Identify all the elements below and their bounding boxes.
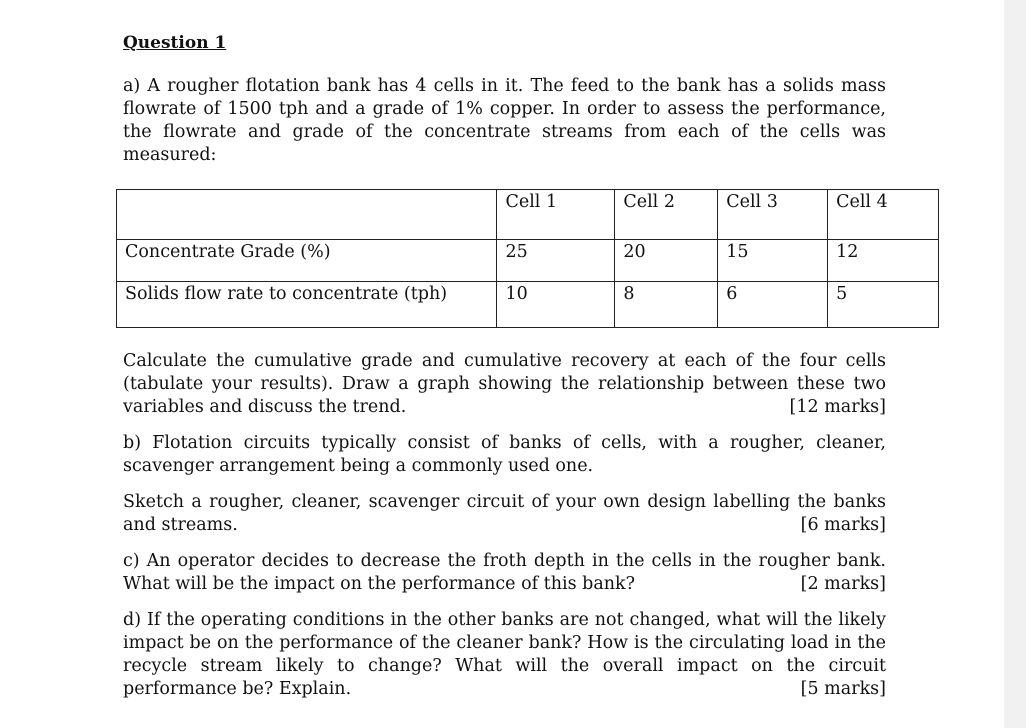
part-d-marks: [5 marks] bbox=[800, 679, 886, 699]
table-cell: 15 bbox=[718, 240, 828, 282]
table-cell: 10 bbox=[497, 282, 615, 328]
table-cell: 5 bbox=[828, 282, 939, 328]
part-a-intro: a) A rougher flotation bank has 4 cells in it. The feed to the bank has a solids mass flowrate of 1500 tph and a grade of 1% copper. In order to assess the performance, the flowrate and grade of the concentrate streams from each of the cells was measured: bbox=[123, 76, 886, 165]
table-header-cell: Cell 2 bbox=[615, 190, 718, 240]
part-b-intro: b) Flotation circuits typically consist of banks of cells, with a rougher, cleaner, scavenger arrangement being a commonly used one. bbox=[123, 433, 886, 476]
part-b-task bbox=[123, 491, 886, 537]
table-row bbox=[117, 282, 939, 328]
table-header-cell bbox=[117, 190, 497, 240]
part-c-text: c) An operator decides to decrease the froth depth in the cells in the rougher bank. What will be the impact on the performance of this bank? bbox=[123, 551, 886, 594]
table-cell: 12 bbox=[828, 240, 939, 282]
part-b-task-text: Sketch a rougher, cleaner, scavenger circuit of your own design labelling the banks and streams. bbox=[123, 492, 886, 535]
part-b-marks: [6 marks] bbox=[800, 515, 886, 535]
concentrate-data-table bbox=[116, 189, 939, 328]
table-cell: 6 bbox=[718, 282, 828, 328]
part-a-task-text: Calculate the cumulative grade and cumulative recovery at each of the four cells (tabulate your results). Draw a graph showing the relationship between these two variables and discuss the trend. bbox=[123, 351, 886, 417]
table-cell: 25 bbox=[497, 240, 615, 282]
table-header-cell: Cell 1 bbox=[497, 190, 615, 240]
table-cell: 20 bbox=[615, 240, 718, 282]
part-d bbox=[123, 609, 886, 701]
table-cell: 8 bbox=[615, 282, 718, 328]
part-c bbox=[123, 550, 886, 596]
question-title: Question 1 bbox=[123, 33, 227, 53]
row-label: Solids flow rate to concentrate (tph) bbox=[117, 282, 497, 328]
table-header-row bbox=[117, 190, 939, 240]
part-a-task bbox=[123, 350, 886, 419]
table-row bbox=[117, 240, 939, 282]
table-header-cell: Cell 3 bbox=[718, 190, 828, 240]
row-label: Concentrate Grade (%) bbox=[117, 240, 497, 282]
part-a-marks: [12 marks] bbox=[789, 397, 886, 417]
part-d-text: d) If the operating conditions in the other banks are not changed, what will the likely impact be on the performance of the cleaner bank? How is the circulating load in the recycle stream likely to change? What will the overall impact on the circuit performance be? Explain. bbox=[123, 610, 886, 699]
table-header-cell: Cell 4 bbox=[828, 190, 939, 240]
part-c-marks: [2 marks] bbox=[800, 574, 886, 594]
